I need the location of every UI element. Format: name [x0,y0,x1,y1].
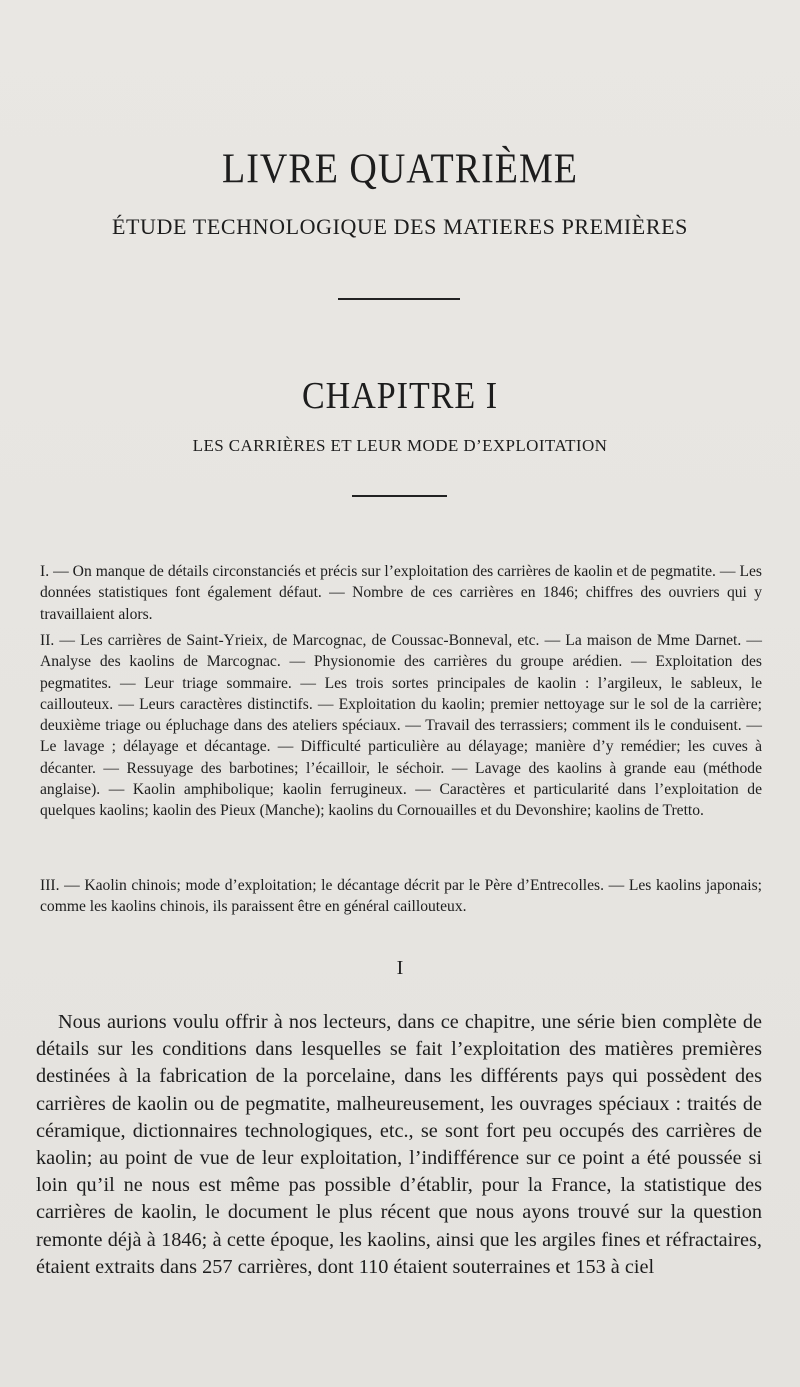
book-subtitle: ÉTUDE TECHNOLOGIQUE DES MATIERES PREMIÈRES [111,214,688,239]
summary-text: III. — Kaolin chinois; mode d’exploitation; le décantage décrit par le Père d’Entrecolles. — Les kaolins japonais; comme les kaolins chinois, ils paraissent être en général caillouteux. [40,877,762,916]
section-number: I [396,957,404,979]
chapter-subtitle: LES CARRIÈRES ET LEUR MODE D’EXPLOITATION [192,436,608,455]
summary-text: II. — Les carrières de Saint-Yrieix, de Marcognac, de Coussac-Bonneval, etc. — La maison de Mme Darnet. — Analyse des kaolins de Marcognac. — Physionomie des carrières du groupe arédien. — Exploitation des pegmatites. — Leur triage sommaire. — Les trois sortes principales de kaolin : l’argileux, le sableux, le caillouteux. — Leurs caractères distinctifs. — Exploitation du kaolin; premier nettoyage sur le sol de la carrière; deuxième triage ou épluchage dans des ateliers spéciaux. — Travail des terrassiers; comment ils le conduisent. — Le lavage ; délayage et décantage. — Difficulté particulière au délayage; manière d’y remédier; les cuves à décanter. — Ressuyage des barbotines; l’écailloir, le séchoir. — Lavage des kaolins à grande eau (méthode anglaise). — Kaolin amphibolique; kaolin ferrugineux. — Caractères et particularité dans l’exploitation de quelques kaolins; kaolin des Pieux (Manche); kaolins du Cornouailles et du Devonshire; kaolins de Tretto. [40,632,762,820]
book-title: LIVRE QUATRIÈME [222,145,578,193]
chapter-title: CHAPITRE I [301,375,499,418]
body-paragraph: Nous aurions voulu offrir à nos lecteurs, dans ce chapitre, une série bien complète de détails sur les conditions dans lesquelles se fait l’exploitation des matières premières destinées à la fabrication de la porcelaine, dans les différents pays qui possèdent des carrières de kaolin ou de pegmatite, malheureusement, les ouvrages spéciaux : traités de céramique, dictionnaires technologiques, etc., se sont fort peu occupés des carrières de kaolin; au point de vue de leur exploitation, l’indifférence sur ce point a été poussée si loin qu’il ne nous est même pas possible d’établir, pour la France, la statistique des carrières de kaolin, le document le plus récent que nous ayons trouvé sur la question remonte déjà à 1846; à cette époque, les kaolins, ainsi que les argiles fines et réfractaires, étaient extraits dans 257 carrières, dont 110 étaient souterraines et 153 à ciel [36,1011,762,1278]
summary-text: I. — On manque de détails circonstanciés et précis sur l’exploitation des carrières de kaolin et de pegmatite. — Les données statistiques font également défaut. — Nombre de ces carrières en 1846; chiffres des ouvriers qui y travaillaient alors. [40,563,762,623]
chapter-summary-item [40,561,762,625]
divider-rule [338,298,460,300]
divider-rule [352,495,447,497]
chapter-summary-item [40,630,762,822]
chapter-summary-item [40,875,762,918]
